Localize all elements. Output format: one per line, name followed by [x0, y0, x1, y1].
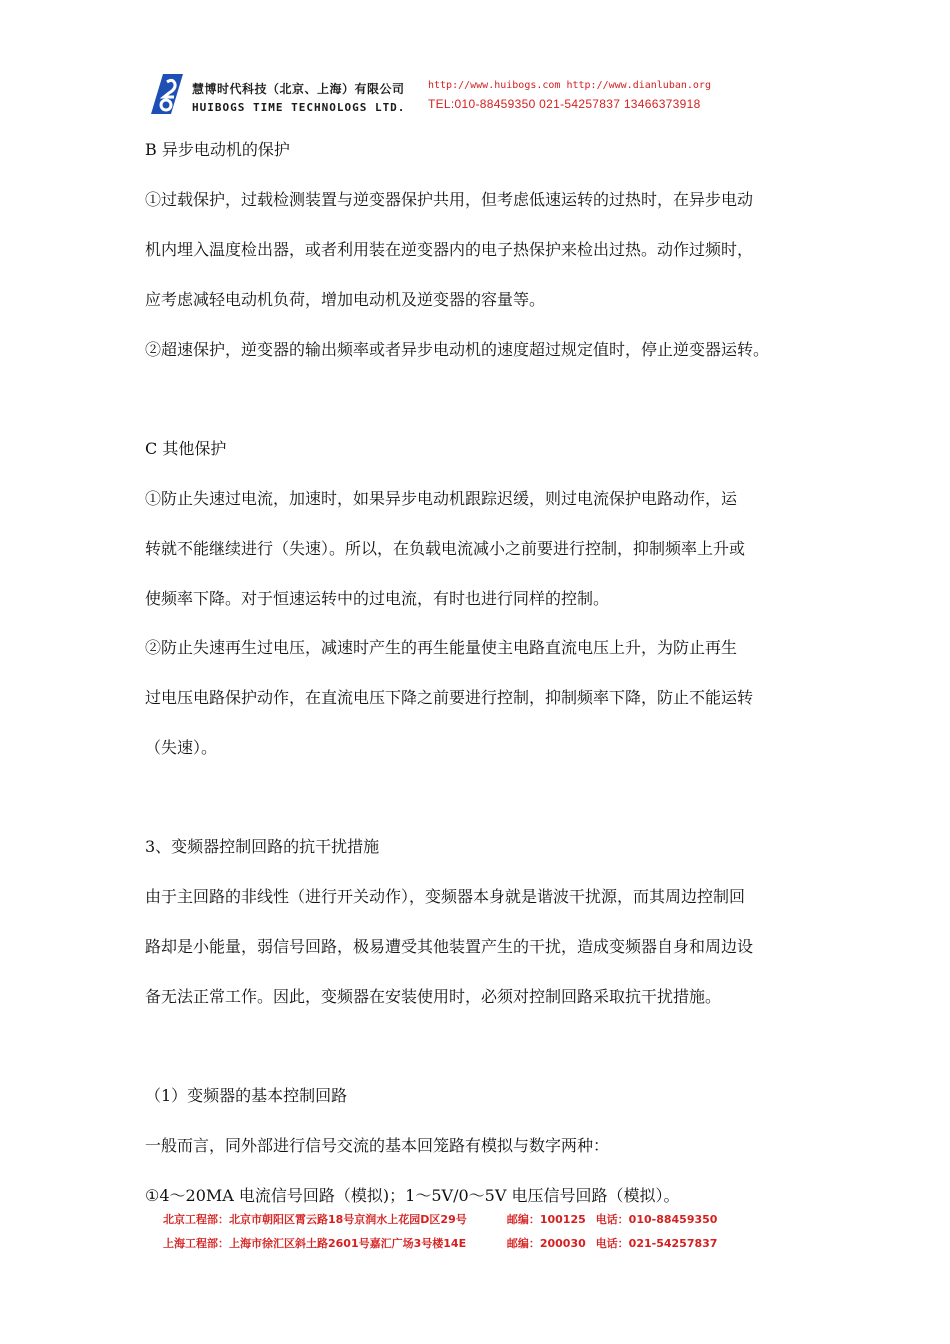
paragraph-line: 一般而言，同外部进行信号交流的基本回笼路有模拟与数字两种：	[145, 1136, 610, 1155]
section-heading-b: B 异步电动机的保护	[145, 140, 290, 159]
paragraph-line: 过电压电路保护动作，在直流电压下降之前要进行控制，抑制频率下降，防止不能运转	[145, 688, 754, 707]
footer-beijing-zip: 邮编：100125	[506, 1213, 586, 1226]
page-footer	[163, 1211, 717, 1259]
paragraph-line: 路却是小能量，弱信号回路，极易遭受其他装置产生的干扰，造成变频器自身和周边设	[145, 937, 754, 956]
paragraph-line: 由于主回路的非线性（进行开关动作），变频器本身就是谐波干扰源，而其周边控制回	[145, 887, 746, 906]
letterhead	[145, 70, 845, 120]
footer-shanghai-phone: 电话：021-54257837	[595, 1237, 718, 1250]
footer-shanghai-address: 上海工程部：上海市徐汇区斜土路2601号嘉汇广场3号楼14E	[163, 1237, 467, 1250]
company-name-cn: 慧博时代科技（北京、上海）有限公司	[192, 82, 405, 96]
company-name-en: HUIBOGS TIME TECHNOLOGS LTD.	[192, 101, 406, 114]
footer-beijing	[163, 1211, 717, 1235]
section-heading-3: 3、变频器控制回路的抗干扰措施	[145, 837, 380, 856]
paragraph-line: （失速）。	[145, 738, 218, 757]
paragraph-line: ②防止失速再生过电压，减速时产生的再生能量使主电路直流电压上升，为防止再生	[145, 638, 738, 657]
company-name-block	[192, 80, 405, 114]
paragraph-line: 应考虑减轻电动机负荷，增加电动机及逆变器的容量等。	[145, 290, 546, 309]
paragraph-line: 备无法正常工作。因此，变频器在安装使用时，必须对控制回路采取抗干扰措施。	[145, 987, 722, 1006]
paragraph-line: 使频率下降。对于恒速运转中的过电流，有时也进行同样的控制。	[145, 589, 610, 608]
paragraph-line: 机内埋入温度检出器，或者利用装在逆变器内的电子热保护来检出过热。动作过频时，	[145, 240, 754, 259]
footer-shanghai-zip: 邮编：200030	[506, 1237, 586, 1250]
paragraph-line: ①过载保护，过载检测装置与逆变器保护共用，但考虑低速运转的过热时，在异步电动	[145, 190, 754, 209]
footer-shanghai	[163, 1235, 717, 1259]
footer-beijing-phone: 电话：010-88459350	[595, 1213, 718, 1226]
paragraph-line: ①4～20MA 电流信号回路（模拟)；1～5V/0～5V 电压信号回路（模拟）。	[145, 1186, 680, 1205]
section-heading-c: C 其他保护	[145, 439, 227, 458]
website-urls: http://www.huibogs.com http://www.dianluban.org	[428, 80, 711, 91]
telephone-numbers: TEL:010-88459350 021-54257837 13466373918	[428, 97, 701, 111]
company-logo	[145, 70, 185, 118]
paragraph-line: ①防止失速过电流，加速时，如果异步电动机跟踪迟缓，则过电流保护电路动作，运	[145, 489, 738, 508]
paragraph-line: 转就不能继续进行（失速）。所以，在负载电流减小之前要进行控制，抑制频率上升或	[145, 539, 746, 558]
paragraph-line: ②超速保护，逆变器的输出频率或者异步电动机的速度超过规定值时，停止逆变器运转。	[145, 340, 770, 359]
footer-beijing-address: 北京工程部：北京市朝阳区霄云路18号京润水上花园D区29号	[163, 1213, 467, 1226]
contact-block	[428, 80, 711, 111]
subsection-heading-1: （1）变频器的基本控制回路	[145, 1086, 348, 1105]
